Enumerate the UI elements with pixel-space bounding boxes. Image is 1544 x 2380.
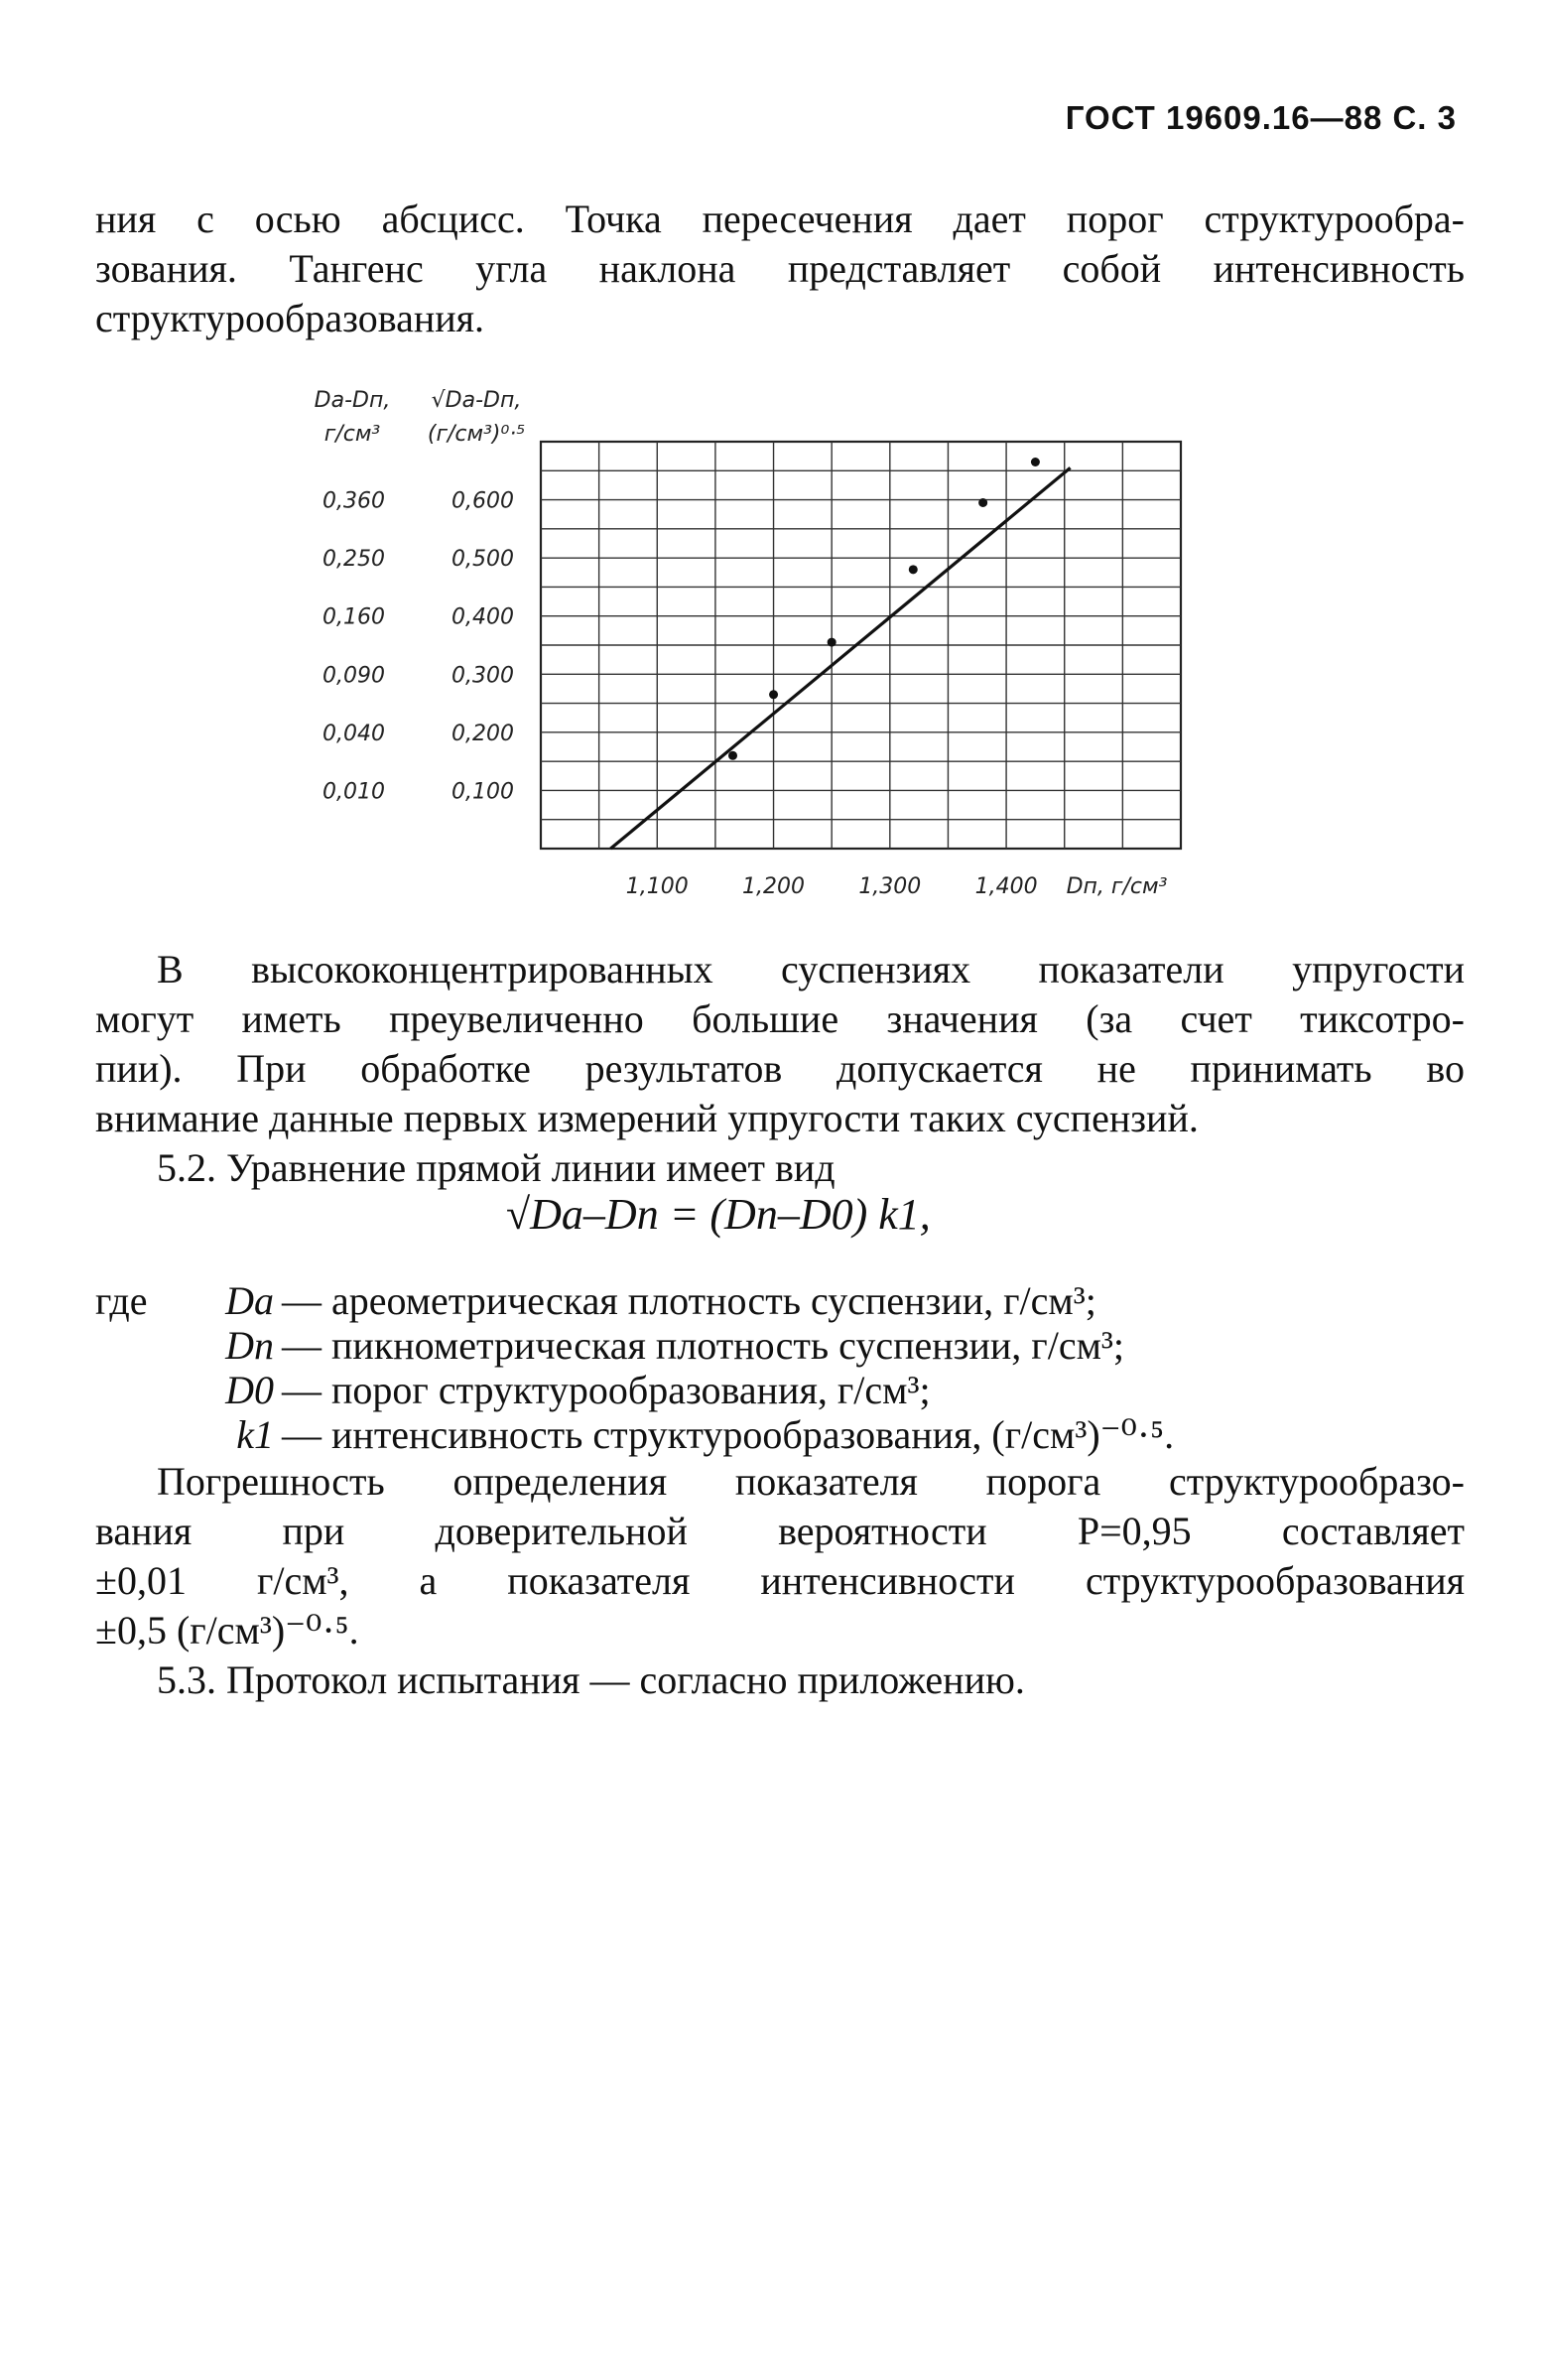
definition-row [95, 1278, 1174, 1323]
y-tick-label-left: 0,250 [322, 547, 385, 573]
definition-symbol: Dа [225, 1278, 274, 1323]
text-line: ±0,01 г/см³, а показателя интенсивности структурообразования [95, 1558, 1465, 1603]
text-line: вания при доверительной вероятности Р=0,95 составляет [95, 1509, 1465, 1553]
fit-line [610, 467, 1070, 849]
x-tick-label: 1,100 [625, 874, 689, 899]
text-line: В высококонцентрированных суспензиях показатели упругости [157, 947, 1465, 992]
intro-line: ния с осью абсцисс. Точка пересечения дает порог структурообра- [95, 197, 1465, 241]
text-line: ±0,5 (г/см³)⁻⁰·⁵. [95, 1608, 359, 1653]
data-point [728, 751, 737, 760]
chart [298, 367, 1250, 903]
text-line: внимание данные первых измерений упругости таких суспензий. [95, 1096, 1199, 1140]
axis-labels [315, 388, 1168, 899]
data-point [769, 690, 778, 699]
y-tick-label-left: 0,040 [322, 721, 385, 746]
definition-lead [95, 1412, 191, 1457]
definition-text: — порог структурообразования, г/см³; [282, 1368, 931, 1412]
definition-row [95, 1323, 1174, 1368]
y-tick-label-right: 0,100 [451, 779, 514, 805]
x-tick-label: 1,200 [742, 874, 806, 899]
item-5-3: 5.3. Протокол испытания — согласно приложению. [157, 1657, 1025, 1702]
x-tick-label: 1,300 [858, 874, 922, 899]
intro-paragraph [95, 195, 1465, 343]
item-5-2: 5.2. Уравнение прямой линии имеет вид [157, 1145, 836, 1190]
intro-line: зования. Тангенс угла наклона представляет собой интенсивность [95, 246, 1465, 291]
definition-lead [95, 1368, 191, 1412]
definitions-list [95, 1278, 1174, 1457]
definition-lead [95, 1323, 191, 1368]
y-tick-label-left: 0,160 [322, 604, 385, 630]
y-tick-label-left: 0,010 [322, 779, 385, 805]
paragraph-elasticity [95, 945, 1465, 1193]
data-point [828, 638, 836, 647]
y-tick-label-right: 0,200 [451, 721, 514, 746]
y-tick-label-right: 0,600 [451, 488, 514, 514]
definition-symbol: D0 [225, 1368, 274, 1412]
text-line: пии). При обработке результатов допускается не принимать во [95, 1046, 1465, 1091]
data-points [728, 458, 1040, 760]
intro-line: структурообразования. [95, 296, 485, 340]
data-point [909, 565, 918, 574]
y-axis-header-right: (г/см³)⁰·⁵ [427, 422, 526, 447]
data-point [978, 498, 987, 507]
y-tick-label-left: 0,090 [322, 663, 385, 689]
text-line: Погрешность определения показателя порога структурообразо- [157, 1459, 1465, 1504]
y-tick-label-right: 0,400 [451, 604, 514, 630]
chart-svg [298, 367, 1250, 903]
equation: √Dа–Dп = (Dп–D0) k1, [506, 1190, 931, 1239]
x-tick-label: 1,400 [974, 874, 1038, 899]
definition-row [95, 1368, 1174, 1412]
definition-lead: где [95, 1278, 148, 1323]
definition-text: — интенсивность структурообразования, (г/см³)⁻⁰·⁵. [282, 1412, 1175, 1457]
definition-row [95, 1412, 1174, 1457]
y-tick-label-right: 0,300 [451, 663, 514, 689]
paragraph-error [95, 1457, 1465, 1705]
fit-line-layer [610, 467, 1070, 849]
y-axis-header-right: √Dа-Dп, [431, 388, 522, 413]
data-point [1031, 458, 1040, 466]
x-axis-label: Dп, г/см³ [1066, 874, 1168, 899]
page-header: ГОСТ 19609.16—88 С. 3 [1065, 99, 1457, 136]
definition-symbol: Dп [225, 1323, 274, 1368]
y-tick-label-right: 0,500 [451, 547, 514, 573]
grid [541, 442, 1181, 849]
definition-text: — пикнометрическая плотность суспензии, г/см³; [282, 1323, 1124, 1368]
y-axis-header-left: Dа-Dп, [314, 388, 391, 413]
y-tick-label-left: 0,360 [322, 488, 385, 514]
definition-symbol: k1 [236, 1412, 274, 1457]
y-axis-header-left: г/см³ [323, 422, 381, 447]
text-line: могут иметь преувеличенно большие значения (за счет тиксотро- [95, 996, 1465, 1041]
definition-text: — ареометрическая плотность суспензии, г/см³; [282, 1278, 1096, 1323]
